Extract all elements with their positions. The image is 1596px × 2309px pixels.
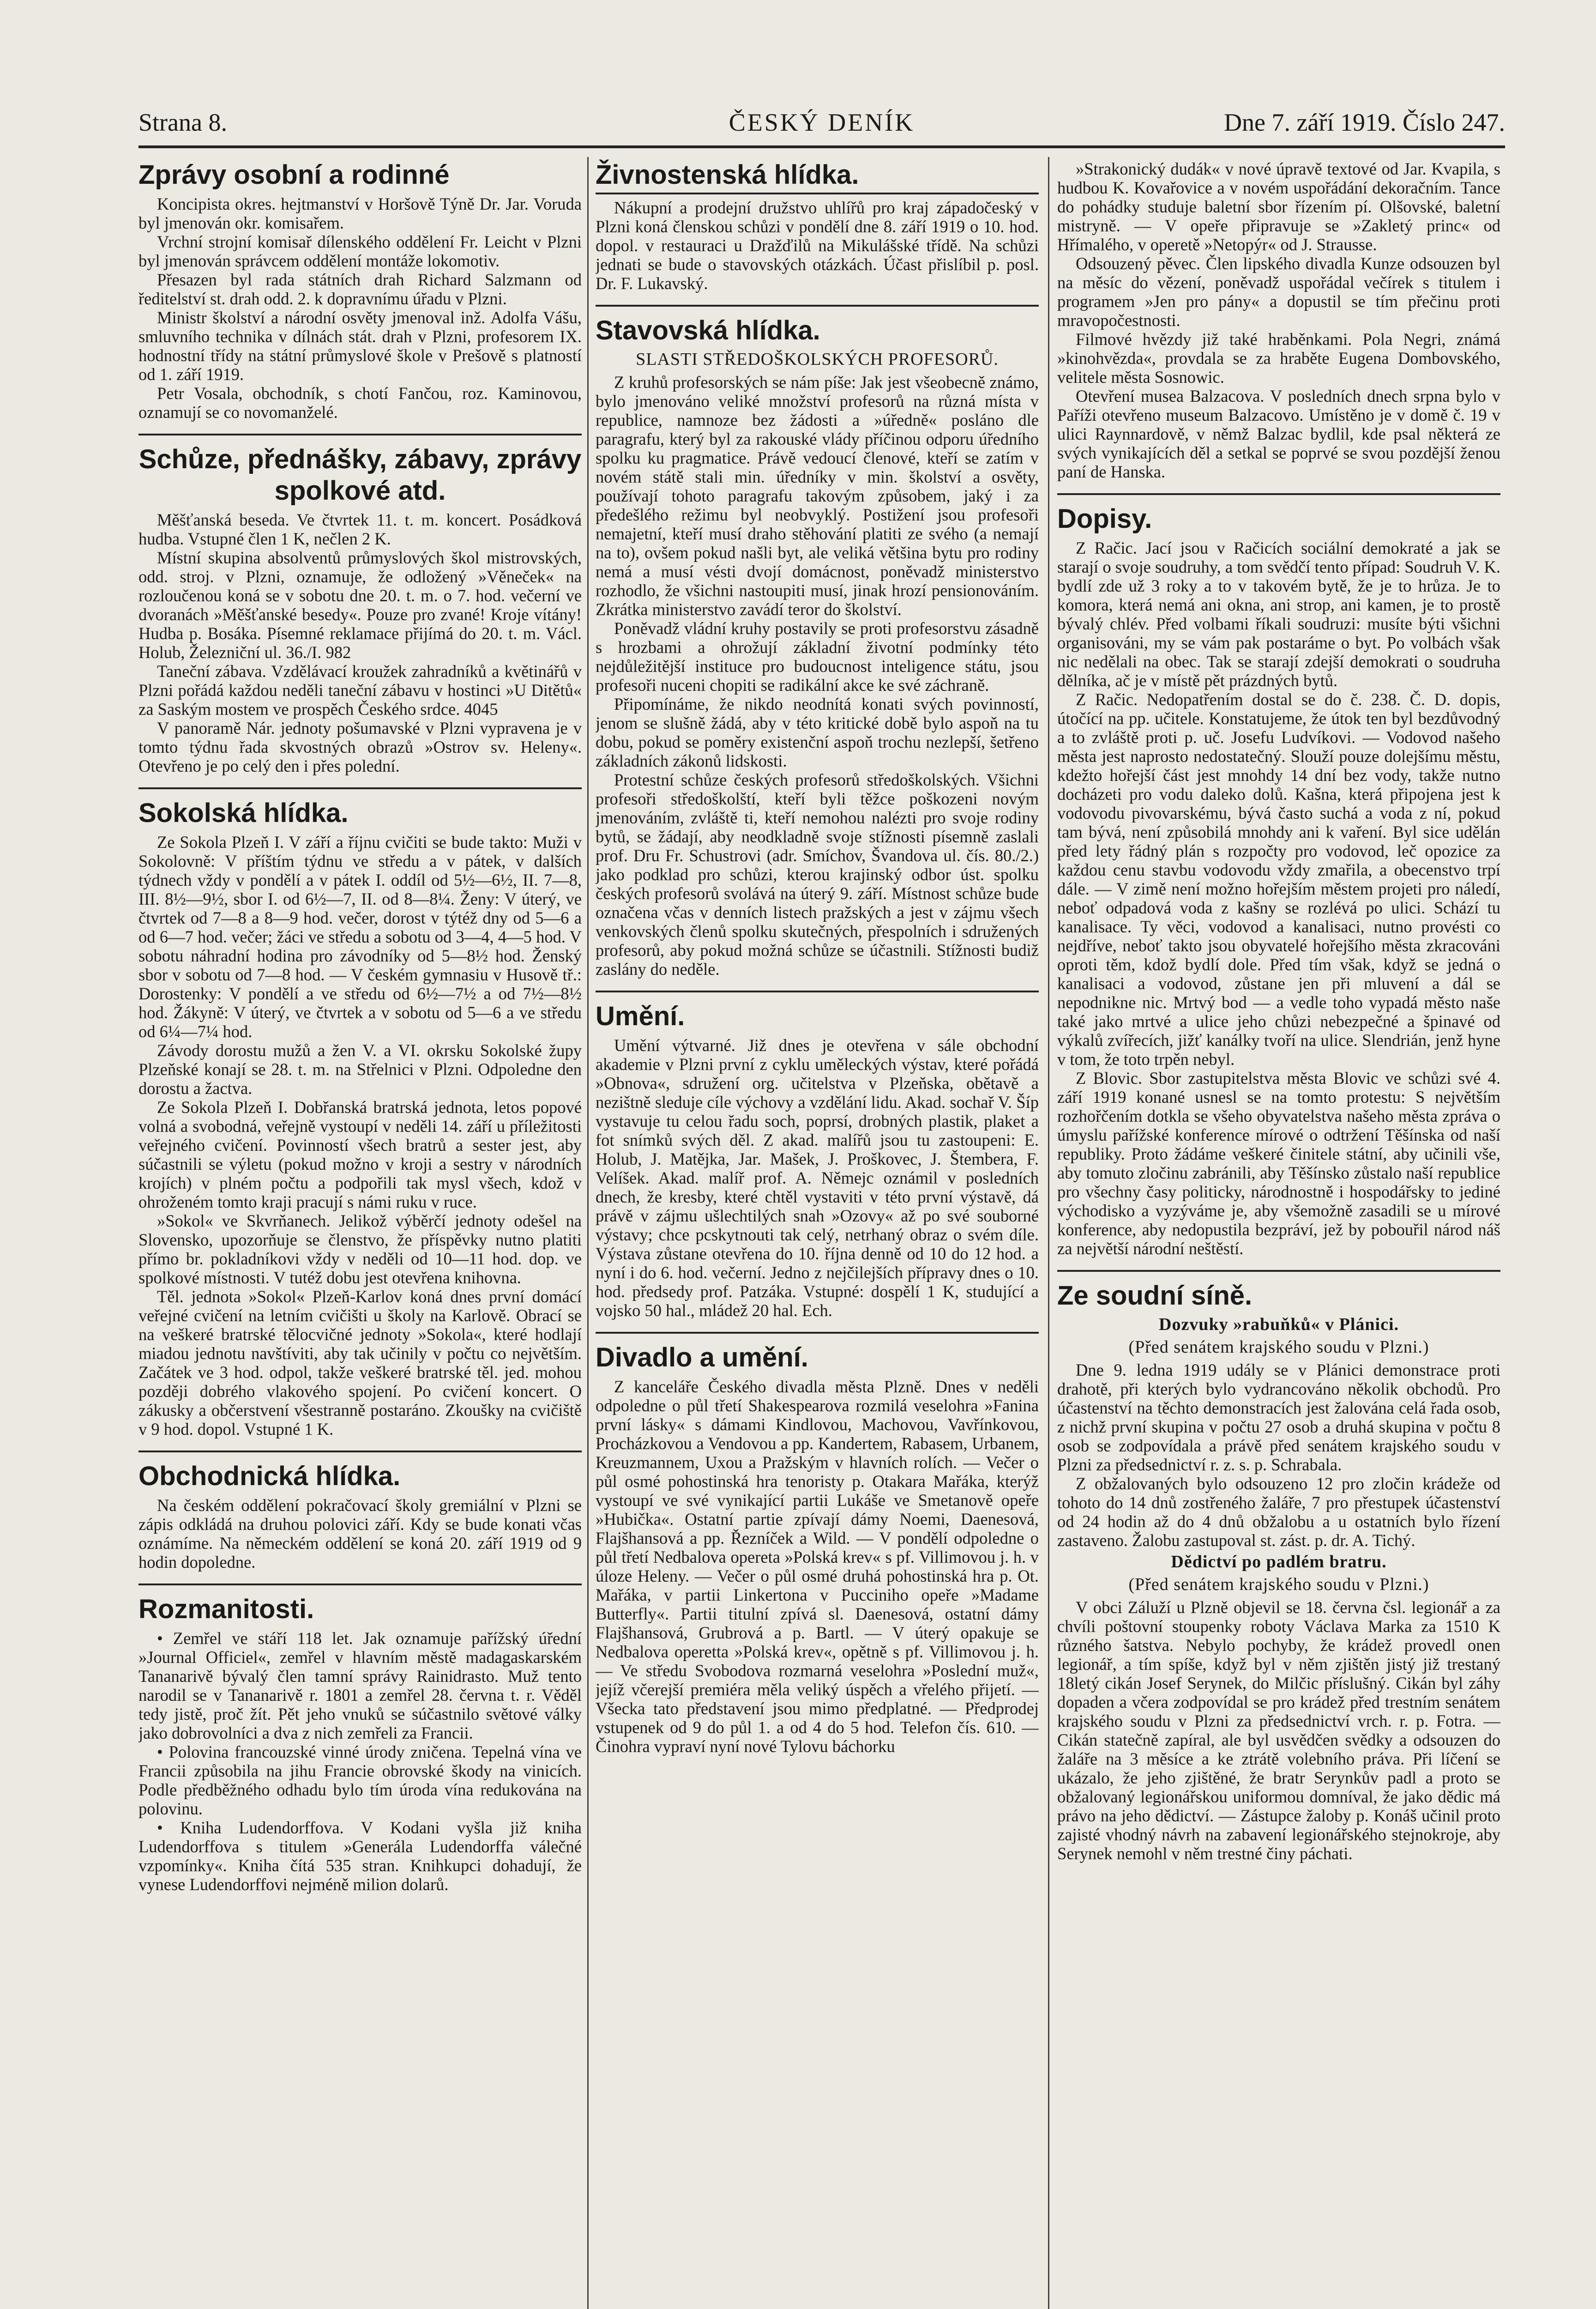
paragraph: Z Račic. Nedopatřením dostal se do č. 238. Č. D. dopis, útočící na pp. učitele. Konstatujeme, že útok ten byl bezdůvodný a to zvláště proti p. uč. Josefu Ludvíkovi. — Vodovod našeho města jest naprosto nedostatečný. Slouží pouze dolejšímu městu, kdežto hořejší část jest mnohdy 14 dní bez vody, takže nutno docházeti pro vodu daleko dolů. Kašna, která připojena jest k vodovodu pivovarskému, bývá často suchá a voda z ní, pokud tam bývá, není způsobilá mnohdy ani k vaření. Byl sice udělán před lety řádný plán s rozpočty pro vodovod, leč opozice za každou cenu stavbu vodovodu vždy zmařila, a obecenstvo trpí dále. — V zimě není možno hořejším městem projeti pro náledí, neboť odpadová voda z kašny se rozlévá po ulici. Schází tu kanalisace. Ty věci, vodovod a kanalisaci, nutno provésti co nejdříve, neboť takto jsou obyvatelé hořejšího města zkracováni oproti těm, kdož bydlí dole. Před tím však, když se jedná o kanalisaci a vodovod, zůstane jen při mluvení a dál se nepodnikne nic. Mrtvý bod — a vedle toho vypadá město naše také jako mrtvé a ulice jeho chůzi nebezpečné a špinavé od výkalů zvířecích, jižť kanálky tvoří na ulice. Slendrián, jenž hyne v tom, že toto trpěn nebyl. bbox=[1057, 690, 1500, 1069]
section-heading: Sokolská hlídka. bbox=[139, 798, 349, 828]
section-heading: Živnostenská hlídka. bbox=[596, 159, 1039, 194]
paragraph: • Kniha Ludendorffova. V Kodani vyšla již kniha Ludendorffova s titulem »Generála Ludendorffa válečné vzpomínky«. Kniha čítá 535 stran. Knihkupci dohadují, že vynese Ludendorffovi nejméně milion dolarů. bbox=[139, 1818, 582, 1894]
section-heading: Divadlo a umění. bbox=[596, 1342, 808, 1372]
page-number: Strana 8. bbox=[139, 109, 227, 136]
paragraph: Protestní schůze českých profesorů středoškolských. Všichni profesoři středoškolští, kteří byli těžce poškozeni novým jmenováním, zvláště ti, kteří nemohou nalézti pro svoje rodiny bytů, se žádají, aby neodkladně svoje stížnosti písemně zaslali prof. Dru Fr. Schustrovi (adr. Smíchov, Švandova ul. čís. 80./2.) jako podklad pro schůzi, kterou krajinský odbor úst. spolku českých profesorů svolává na úterý 9. září. Místnost schůze bude označena včas v denních listech pražských a jest v zájmu všech venkovských členů spolku skutečných, přespolních i sdružených profesorů, aby pokud možná schůze se účastnili. Stížnosti budiž zaslány do neděle. bbox=[596, 770, 1039, 979]
section-heading: Ze soudní síně. bbox=[1057, 1281, 1253, 1311]
paragraph: Z Račic. Jací jsou v Račicích sociální demokraté a jak se starají o svoje soudruhy, a tom svědčí tento případ: Soudruh V. K. bydlí zde už 3 roky a to v takovém bytě, že je to hrůza. Je to komora, která nemá ani okna, ani strop, ani kamen, je to prostě bývalý chlév. Před volbami říkali soudruzi: musíte býti všichni organisováni, my se vám pak postaráme o byt. Po volbách však nic nedělali na obec. Tak se starají zdejší demokrati o soudruha dělníka, ač je v místě pět prázdných bytů. bbox=[1057, 538, 1500, 690]
column-3 bbox=[1057, 159, 1500, 2302]
article-subtitle: (Před senátem krajského soudu v Plzni.) bbox=[1128, 1575, 1429, 1594]
section-divider bbox=[1057, 1270, 1500, 1272]
section-sokol bbox=[139, 798, 582, 1439]
paragraph: Z obžalovaných bylo odsouzeno 12 pro zločin krádeže od tohoto do 14 dnů zostřeného žaláře, 7 pro přestupek účastenství od 24 hodin až do 4 dnů obžalobu a u ostatních bylo řízení zastaveno. Žalobu zastupoval st. zást. p. dr. A. Tichý. bbox=[1057, 1474, 1500, 1550]
column-divider bbox=[587, 157, 589, 2309]
section-heading: Zprávy osobní a rodinné bbox=[139, 160, 450, 190]
issue-date: Dne 7. září 1919. Číslo 247. bbox=[1224, 109, 1505, 136]
section-divider bbox=[139, 1451, 582, 1452]
newspaper-title: ČESKÝ DENÍK bbox=[729, 109, 915, 136]
section-divider bbox=[596, 1332, 1039, 1334]
article-subtitle: (Před senátem krajského soudu v Plzni.) bbox=[1128, 1337, 1429, 1357]
paragraph: Závody dorostu mužů a žen V. a VI. okrsku Sokolské župy Plzeňské konají se 28. t. m. na Střelnici v Plzni. Odpoledne den dorostu a žactva. bbox=[139, 1041, 582, 1098]
section-professions bbox=[596, 315, 1039, 979]
article-title: Dozvuky »rabuňků« v Plánici. bbox=[1159, 1315, 1399, 1334]
paragraph: V obci Záluží u Plzně objevil se 18. června čsl. legionář a za chvíli poštovní stoupenky roboty Václava Marka za 1510 K různého šatstva. Nebylo pochyby, že krádež provedl onen legionář, a tím spíše, když byl v něm zjištěn jistý již trestaný 18letý cikán Josef Serynek, do Milčic příslušný. Cikán byl záhy dopaden a včera zodpovídal se pro krádež před trestním senátem krajského soudu v Plzni za předsednictví vrch. r. p. Fotra. — Cikán statečně zapíral, ale byl usvědčen svědky a odsouzen do žaláře na 3 měsíce a ke ztrátě volebního práva. Při líčení se ukázalo, že jeho zjištěné, že bratr Serynkův padl a proto se obžalovaný legionářskou uniformou domníval, že jako dědic má právo na jeho dědictví. — Zástupce žaloby p. Konáš učinil proto zajisté vhodný návrh na zabavení legionářského stejnokroje, aby Serynek nemohl v něm trestné činy páchati. bbox=[1057, 1598, 1500, 1863]
section-divider bbox=[596, 991, 1039, 992]
section-heading: Umění. bbox=[596, 1001, 685, 1031]
section-heading: Stavovská hlídka. bbox=[596, 315, 820, 345]
paragraph: Místní skupina absolventů průmyslových škol mistrovských, odd. stroj. v Plzni, oznamuje, že odložený »Věneček« na rozloučenou koná se v sobotu dne 20. t. m. o 7. hod. večerní ve dvoranách »Měšťanské besedy«. Pouze pro zvané! Kroje vítány! Hudba p. Bosáka. Písemné reklamace přijímá do 20. t. m. Václ. Holub, Železniční ul. 36./I. 982 bbox=[139, 548, 582, 662]
paragraph: Ze Sokola Plzeň I. Dobřanská bratrská jednota, letos popové volná a svobodná, veřejně vystoupí v neděli 14. září u příležitosti veřejného cvičení. Povinností všech bratrů a sester jest, aby súčastnili se výletu (pokud možno v kroji a sestry v národních krojích) v plném počtu a podpořili tak mysl všech, kdož v ohroženém tomto kraji pracují s námi ruku v ruce. bbox=[139, 1098, 582, 1211]
paragraph: Taneční zábava. Vzdělávací kroužek zahradníků a květinářů v Plzni pořádá každou neděli taneční zábavu v hostinci »U Ditětů« za Saským mostem ve prospěch Českého srdce. 4045 bbox=[139, 662, 582, 719]
paragraph: Z Blovic. Sbor zastupitelstva města Blovic ve schůzi své 4. září 1919 konané usnesl se na tomto protestu: S největším rozhořčením dotkla se všeho obyvatelstva našeho města zpráva o úmyslu pařížské konference mírové o odtržení Těšínska od naší republiky. Proto žádáme veškeré činitele státní, aby učinili vše, aby tomuto zločinu zabránili, aby Těšínsko zůstalo naší republice pro všechny časy politicky, národnostně i hospodářsky to jediné východisko a vyzýváme je, aby všemožně zasadili se u mírové konference, aby nedopustila bezpráví, jež by pobouřil národ náš za největší národní neštěstí. bbox=[1057, 1069, 1500, 1258]
paragraph: Odsouzený pěvec. Člen lipského divadla Kunze odsouzen byl na měsíc do vězení, poněvadž uspořádal večírek s titulem i programem »Jen pro pány« a dopustil se tím přečinu proti mravopočestnosti. bbox=[1057, 254, 1500, 330]
section-divider bbox=[596, 305, 1039, 307]
section-business bbox=[596, 159, 1039, 293]
section-theatre bbox=[596, 1342, 1039, 1756]
section-letters bbox=[1057, 503, 1500, 1258]
section-heading: Rozmanitosti. bbox=[139, 1594, 314, 1624]
paragraph: Ze Sokola Plzeň I. V září a říjnu cvičiti se bude takto: Muži v Sokolovně: V příštím týdnu ve středu a v pátek, v dalších týdnech vždy v pondělí a v pátek I. oddíl od 5½—6½, II. 7—8, III. 8½—9½, sbor I. od 6½—7, II. od 8—8¼. Ženy: V úterý, ve čtvrtek od 7—8 a 8—9 hod. večer, dorost v týtéž dny od 5—6 a od 6—7 hod. večer; žáci ve středu a sobotu od 3—4, 4—5 hod. V sobotu náhradní hodina pro závodníky od 5—8½ hod. Ženský sbor v sobotu od 7—8 hod. — V českém gymnasiu v Husově tř.: Dorostenky: V pondělí a ve středu od 6½—7½ a od 7½—8½ hod. Žákyně: V úterý, ve čtvrtek a v sobotu od 5—6 a ve středu od 6¼—7¼ hod. bbox=[139, 833, 582, 1041]
paragraph: Přesazen byl rada státních drah Richard Salzmann od ředitelství st. drah odd. 2. k dopravnímu úřadu v Plzni. bbox=[139, 270, 582, 308]
paragraph: Petr Vosala, obchodník, s chotí Fančou, roz. Kaminovou, oznamují se co novomanželé. bbox=[139, 384, 582, 422]
paragraph: Poněvadž vládní kruhy postavily se proti profesorstvu zásadně s hrozbami a ohrožují základní životní podmínky této nejdůležitější instituce pro budoucnost inteligence státu, jsou profesoři nuceni chopiti se radikální akce ke své záchraně. bbox=[596, 619, 1039, 695]
page-header bbox=[139, 104, 1505, 148]
section-divider bbox=[139, 434, 582, 435]
column-2 bbox=[596, 159, 1039, 2302]
article-title: Dědictví po padlém bratru. bbox=[1171, 1552, 1387, 1572]
section-court bbox=[1057, 1280, 1500, 1863]
paragraph: Vrchní strojní komisař dílenského oddělení Fr. Leicht v Plzni byl jmenován správcem oddělení montáže lokomotiv. bbox=[139, 232, 582, 270]
paragraph: »Strakonický dudák« v nové úpravě textové od Jar. Kvapila, s hudbou K. Kovařovice a v novém uspořádání dekoračním. Tance do pohádky studuje baletní sbor řízením pí. Olšovské, baletní mistryně. — V opeře připravuje se »Zakletý princ« od Hřímalého, v operetě »Netopýr« od J. Strausse. bbox=[1057, 159, 1500, 254]
section-heading: Dopisy. bbox=[1057, 504, 1152, 534]
section-theatre-continued bbox=[1057, 159, 1500, 481]
section-divider bbox=[139, 1584, 582, 1585]
paragraph: V panoramě Nár. jednoty pošumavské v Plzni vypravena je v tomto týdnu řada skvostných obrazů »Ostrov sv. Heleny«. Otevřeno je po celý den i přes polední. bbox=[139, 719, 582, 775]
section-trade bbox=[139, 1461, 582, 1572]
paragraph: Otevření musea Balzacova. V posledních dnech srpna bylo v Paříži otevřeno museum Balzacovo. Umístěno je v domě č. 19 v ulici Raynnardově, v němž Balzac bydlil, kde psal některá ze svých vynikajících děl a setkal se poprvé se svou pozdější ženou paní de Hanska. bbox=[1057, 387, 1500, 481]
paragraph: Dne 9. ledna 1919 udály se v Plánici demonstrace proti drahotě, při kterých bylo vydrancováno několik obchodů. Pro účastenství na těchto demonstracích jest žalována celá řada osob, z nichž první skupina v počtu 27 osob a druhá skupina v počtu 8 osob se zodpovídala a právě před senátem krajského soudu v Plzni za předsednictví r. z. s. p. Schrabala. bbox=[1057, 1360, 1500, 1474]
paragraph: Připomínáme, že nikdo neodnítá konati svých povinností, jenom se slušně žádá, aby v této kritické době bylo aspoň na tu dobu, pokud se poměry existenční aspoň trochu nezlepší, šetřeno základních zákonů lidskosti. bbox=[596, 695, 1039, 770]
paragraph: Koncipista okres. hejtmanství v Horšově Týně Dr. Jar. Voruda byl jmenován okr. komisařem. bbox=[139, 194, 582, 232]
paragraph: Měšťanská beseda. Ve čtvrtek 11. t. m. koncert. Posádková hudba. Vstupné člen 1 K, nečlen 2 K. bbox=[139, 510, 582, 548]
section-heading: Schůze, přednášky, zábavy, zprávy spolkové atd. bbox=[139, 444, 582, 506]
section-miscellany bbox=[139, 1594, 582, 1894]
paragraph: • Polovina francouzské vinné úrody zničena. Tepelná vína ve Francii způsobila na jihu Francie obrovské škody na vinicích. Podle předběžného odhadu bylo tím úroda vína redukována na polovinu. bbox=[139, 1742, 582, 1818]
paragraph: • Zemřel ve stáří 118 let. Jak oznamuje pařížský úřední »Journal Officiel«, zemřel v hlavním městě madagaskarském Tananarivě bývalý člen tamní správy Rainidrasto. Muž tento narodil se v Tananarivě r. 1801 a zemřel 28. června t. r. Věděl tedy jistě, proč žít. Pět jeho vnuků se súčastnilo světové války jako dobrovolníci a dva z nich zemřeli za Francii. bbox=[139, 1629, 582, 1742]
section-heading: Obchodnická hlídka. bbox=[139, 1461, 401, 1491]
paragraph: Z kruhů profesorských se nám píše: Jak jest všeobecně známo, bylo jmenováno veliké množství profesorů na různá místa v republice, namnoze bez žádosti a »úředně« posláno dle paragrafu, který byl za rakouské vlády příčinou odporu úředního spolku ku pragmatice. Právě vedoucí členové, kteří se zatím v novém státě stali min. úředníky v min. školství a osvěty, používají tohoto paragrafu takovým způsobem, jaký i za předešlého režimu byl neobvyklý. Postižení jsou profesoři nemajetní, kteří musí draho stěhování platiti ze svého (a nemají na to), ovšem pokud našli byt, ale veliká většina bytu pro rodiny nemá a musí vésti dvojí domácnost, poněvadž ministerstvo rozhodlo, že všichni nastoupiti musí, jinak hrozí pensionováním. Zkrátka ministerstvo zavádí teror do školství. bbox=[596, 373, 1039, 619]
article-title: SLASTI STŘEDOŠKOLSKÝCH PROFESORŮ. bbox=[636, 350, 999, 369]
column-divider bbox=[1048, 157, 1049, 2309]
paragraph: Nákupní a prodejní družstvo uhlířů pro kraj západočeský v Plzni koná členskou schůzi v pondělí dne 8. září 1919 o 10. hod. dopol. v restauraci u Dražďilů na Mikulášské třídě. Na schůzi jednati se bude o stavovských otázkách. Účast přislíbil p. posl. Dr. F. Lukavský. bbox=[596, 198, 1039, 293]
paragraph: Těl. jednota »Sokol« Plzeň-Karlov koná dnes první domácí veřejné cvičení na letním cvičišti u školy na Karlově. Obrací se na veškeré bratrské tělocvičné jednoty »Sokola«, které hodlají miadou jednotu navštíviti, aby tak učinily v počtu co největším. Začátek ve 3 hod. odpol, takže veškeré bratrské těl. jed. mohou později dobrého vlakového spojení. Po cvičení koncert. O zákusky a občerstvení všestranně postaráno. Zkoušky na cvičiště v 9 hod. dopol. Vstupné 1 K. bbox=[139, 1287, 582, 1439]
section-art bbox=[596, 1001, 1039, 1320]
paragraph: Ministr školství a národní osvěty jmenoval inž. Adolfa Vášu, smluvního technika v dílnách stát. drah v Plzni, profesorem IX. hodnostní třídy na státní průmyslové škole v Prešově s platností od 1. září 1919. bbox=[139, 308, 582, 384]
paragraph: Filmové hvězdy již také hraběnkami. Pola Negri, známá »kinohvězda«, provdala se za hraběte Eugena Dombovského, velitele města Sosnowic. bbox=[1057, 330, 1500, 387]
column-1 bbox=[139, 159, 582, 2302]
paragraph: Na českém oddělení pokračovací školy gremiální v Plzni se zápis odkládá na druhou polovici září. Kdy se bude konati včas oznámíme. Na německém oddělení se koná 20. září 1919 od 9 hodin dopoledne. bbox=[139, 1496, 582, 1572]
section-divider bbox=[1057, 493, 1500, 495]
paragraph: Umění výtvarné. Již dnes je otevřena v sále obchodní akademie v Plzni první z cyklu uměleckých výstav, které pořádá »Obnova«, sdružení org. učitelstva v Plzeňska, obětavě a nezištně sleduje cíle výchovy a vzdělání lidu. Akad. sochař V. Šíp vystavuje tu celou řadu soch, poprsí, drobných plastik, plaket a fot snímků svých děl. Z akad. malířů jsou tu zastoupeni: E. Holub, J. Matějka, Jar. Mašek, J. Proškovec, J. Štembera, F. Velíšek. Akad. malíř prof. A. Němejc oznámil v posledních dnech, že kresby, které chtěl vystaviti v této první výstavě, dá právě v zájmu ušlechtilých snah »Ozovy« až po své souborné výstavy; chce pcskytnouti tak celý, netrhaný obraz o svém díle. Výstava zůstane otevřena do 10. října denně od 10 do 12 hod. a nyní i do 6. hod. večerní. Jedno z nejčilejších přípravy dnes o 10. hod. předsedy prof. Patzáka. Vstupné: dospělí 1 K, studující a vojsko 50 hal., mládež 20 hal. Ech. bbox=[596, 1036, 1039, 1320]
section-personal-news bbox=[139, 159, 582, 422]
paragraph: Z kanceláře Českého divadla města Plzně. Dnes v neděli odpoledne o půl třetí Shakespearova rozmilá veselohra »Fanina první lásky« s dámami Kindlovou, Machovou, Vavřínkovou, Procházkovou a Vendovou a pp. Kandertem, Rabasem, Urbanem, Kreuzmannem, Uxou a Pražským v hlavních rolích. — Večer o půl osmé pohostinská hra tenoristy p. Otakara Mařáka, kterýž vystoupí ve své vynikající partii Lukáše ve Smetanově opeře »Hubička«. Ostatní partie zpívají dámy Noemi, Daenesová, Flajšhansová a pp. Řezníček a Wild. — V pondělí odpoledne o půl třetí Nedbalova opereta »Polská krev« s pf. Villimovou j. h. v úloze Heleny. — Večer o půl osmé druhá pohostinská hra p. Ot. Mařáka, v partii Linkertona v Pucciniho opeře »Madame Butterfly«. Partii titulní zpívá sl. Daenesová, ostatní dámy Flajšhansová, Grubrová a p. Bartl. — V úterý opakuje se Nedbalova operetta »Polská krev«, opětně s pf. Villimovou j. h. — Ve středu Svobodova rozmarná veselohra »Poslední muž«, jejíž včerejší premiéra měla veliký úspěch a vřelého přijetí. — Všecka tato představení jsou mimo předplatné. — Předprodej vstupenek od 9 do půl 1. a od 4 do 5 hod. Telefon čís. 610. — Činohra vypraví nyní nové Tylovu báchorku bbox=[596, 1377, 1039, 1756]
section-divider bbox=[139, 787, 582, 789]
paragraph: »Sokol« ve Skvrňanech. Jelikož výběrčí jednoty odešel na Slovensko, upozorňuje se členstvo, že příspěvky nutno platiti přímo br. pokladníkovi vždy v neděli od 10—11 hod. dop. ve spolkové místnosti. V tutéž dobu jest otevřena knihovna. bbox=[139, 1211, 582, 1287]
section-meetings bbox=[139, 444, 582, 775]
